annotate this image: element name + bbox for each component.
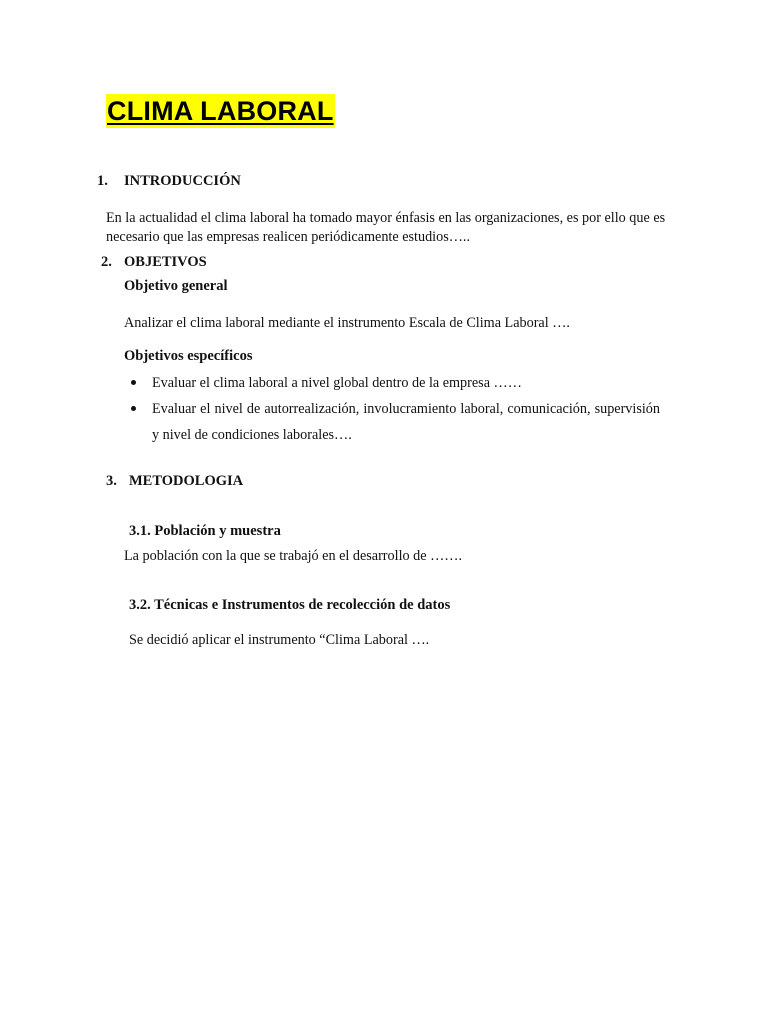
bullet-icon [131, 380, 136, 385]
objetivo-general-text: Analizar el clima laboral mediante el instrumento Escala de Clima Laboral …. [124, 315, 570, 331]
section-3-heading: METODOLOGIA [129, 473, 244, 489]
document-title: CLIMA LABORAL [107, 96, 334, 126]
section-2-number: 2. [101, 254, 112, 270]
subsection-3-1-text: La población con la que se trabajó en el desarrollo de ……. [124, 548, 463, 564]
intro-paragraph-line-1: En la actualidad el clima laboral ha tomado mayor énfasis en las organizaciones, es por ello que es [106, 210, 666, 226]
bullet-icon [131, 406, 136, 411]
objetivo-especifico-item-2: Evaluar el nivel de autorrealización, involucramiento laboral, comunicación, supervisión y nivel de condiciones laborales…. [152, 401, 660, 443]
section-1-number: 1. [97, 173, 108, 189]
objetivos-especificos-heading: Objetivos específicos [124, 348, 253, 364]
section-1-heading: INTRODUCCIÓN [124, 173, 241, 189]
subsection-3-2-heading: 3.2. Técnicas e Instrumentos de recolección de datos [129, 597, 451, 613]
subsection-3-1-heading: 3.1. Población y muestra [129, 523, 281, 539]
section-2-heading: OBJETIVOS [124, 254, 207, 270]
section-3-number: 3. [106, 473, 117, 489]
subsection-3-2-text: Se decidió aplicar el instrumento “Clima Laboral …. [129, 632, 430, 648]
intro-paragraph-line-2: necesario que las empresas realicen periódicamente estudios….. [106, 229, 470, 245]
objetivo-general-heading: Objetivo general [124, 278, 228, 294]
objetivo-especifico-item-1: Evaluar el clima laboral a nivel global dentro de la empresa …… [152, 375, 522, 391]
